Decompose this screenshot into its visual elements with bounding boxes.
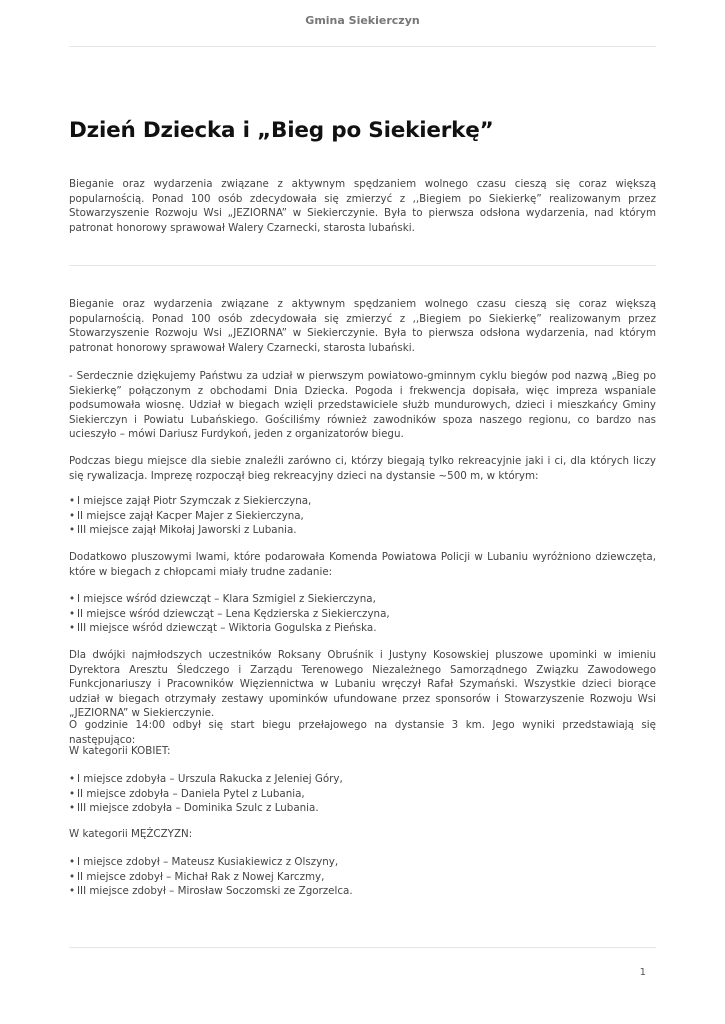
article-lead: Bieganie oraz wydarzenia związane z aktywnym spędzaniem wolnego czasu cieszą się coraz większą popularnością. Ponad 100 osób zdecydowała się zmierzyć z ,,Biegiem po Siekierkę” realizowanym przez Stowarzyszenie Rozwoju Wsi „JEZIORNA” w Siekierczynie. Była to pierwsza odsłona wydarzenia, nad którym patronat honorowy sprawował Walery Czarnecki, starosta lubański. [69, 178, 656, 234]
list-item [69, 884, 656, 899]
header-divider [69, 46, 656, 47]
list-item [69, 787, 656, 802]
list-item [69, 592, 656, 607]
body-quote: - Serdecznie dziękujemy Państwu za udział w pierwszym powiatowo-gminnym cyklu biegów pod nazwą „Bieg po Siekierkę” połączonym z obchodami Dnia Dziecka. Pogoda i frekwencja dopisała, więc impreza wspaniale podsumowała wiosnę. Udział w biegach wzięli przedstawiciele służb mundurowych, dzieci i mieszkańcy Gminy Siekierczyn i Powiatu Lubańskiego. Gościliśmy również zawodników spoza naszego regionu, co bardzo nas ucieszyło – mówi Dariusz Furdykoń, jeden z organizatorów biegu. [69, 370, 656, 440]
men-heading: W kategorii MĘŻCZYZN: [69, 828, 193, 840]
list-item-text: III miejsce zdobyła – Dominika Szulc z Lubania. [77, 802, 319, 814]
list-item-text: III miejsce zdobył – Mirosław Soczomski ze Zgorzelca. [77, 885, 353, 897]
men-results-list [69, 855, 656, 899]
list-item [69, 855, 656, 870]
list-item [69, 621, 656, 636]
list-item-text: I miejsce zajął Piotr Szymczak z Siekierczyna, [77, 495, 312, 507]
bullet-icon: • [69, 524, 76, 536]
list-item-text: I miejsce wśród dziewcząt – Klara Szmigiel z Siekierczyna, [77, 593, 376, 605]
kids-intro: Podczas biegu miejsce dla siebie znaleźli zarówno ci, którzy biegają tylko rekreacyjnie jaki i ci, dla których liczy się rywalizacja. Imprezę rozpoczął bieg rekreacyjny dzieci na dystansie ~500 m, w którym: [69, 455, 656, 482]
list-item-text: II miejsce zajął Kacper Majer z Siekierczyna, [77, 509, 304, 522]
list-item-text: III miejsce wśród dziewcząt – Wiktoria Gogulska z Pieńska. [77, 622, 377, 634]
list-item-text: II miejsce zdobył – Michał Rak z Nowej Karczmy, [77, 870, 325, 883]
bullet-icon: • [69, 856, 76, 868]
list-item-text: II miejsce wśród dziewcząt – Lena Kędzierska z Siekierczyna, [77, 607, 390, 620]
lead-divider [69, 265, 656, 266]
women-results-list [69, 772, 656, 816]
list-item [69, 772, 656, 787]
bullet-icon: • [69, 495, 76, 507]
page-number: 1 [639, 967, 646, 978]
list-item-text: I miejsce zdobył – Mateusz Kusiakiewicz z Olszyny, [77, 856, 339, 868]
page-title: Dzień Dziecka i „Bieg po Siekierkę” [69, 118, 494, 143]
bullet-icon: • [69, 607, 76, 620]
girls-results-list [69, 592, 656, 636]
list-item [69, 509, 656, 524]
bullet-icon: • [69, 802, 76, 814]
girls-intro: Dodatkowo pluszowymi lwami, które podarowała Komenda Powiatowa Policji w Lubaniu wyróżniono dziewczęta, które w biegach z chłopcami miały trudne zadanie: [69, 551, 656, 578]
bullet-icon: • [69, 870, 76, 883]
youngest-paragraph: Dla dwójki najmłodszych uczestników Roksany Obruśnik i Justyny Kosowskiej pluszowe upominki w imieniu Dyrektora Aresztu Śledczego i Zarządu Terenowego Niezależnego Samorządnego Związku Zawodowego Funkcjonariuszy i Pracowników Więziennictwa w Lubaniu wręczył Rafał Szymański. Wszystkie dzieci biorące udział w biegach otrzymały zestawy upominków ufundowane przez sponsorów i Stowarzyszenie Rozwoju Wsi „JEZIORNA” w Siekierczynie. [69, 649, 656, 719]
list-item [69, 607, 656, 622]
bullet-icon: • [69, 593, 76, 605]
list-item [69, 870, 656, 885]
bullet-icon: • [69, 885, 76, 897]
list-item-text: I miejsce zdobyła – Urszula Rakucka z Jeleniej Góry, [77, 773, 343, 785]
bullet-icon: • [69, 622, 76, 634]
site-header: Gmina Siekierczyn [305, 14, 420, 27]
list-item-text: III miejsce zajął Mikołaj Jaworski z Lubania. [77, 524, 297, 536]
footer-divider [69, 947, 656, 948]
list-item [69, 523, 656, 538]
list-item [69, 494, 656, 509]
bullet-icon: • [69, 787, 76, 800]
bullet-icon: • [69, 509, 76, 522]
list-item-text: II miejsce zdobyła – Daniela Pytel z Lubania, [77, 787, 305, 800]
women-heading: W kategorii KOBIET: [69, 745, 171, 757]
main-run-paragraph: O godzinie 14:00 odbył się start biegu przełajowego na dystansie 3 km. Jego wyniki przedstawiają się następująco: [69, 719, 656, 746]
kids-results-list [69, 494, 656, 538]
list-item [69, 801, 656, 816]
body-intro: Bieganie oraz wydarzenia związane z aktywnym spędzaniem wolnego czasu cieszą się coraz większą popularnością. Ponad 100 osób zdecydowała się zmierzyć z ,,Biegiem po Siekierkę” realizowanym przez Stowarzyszenie Rozwoju Wsi „JEZIORNA” w Siekierczynie. Była to pierwsza odsłona wydarzenia, nad którym patronat honorowy sprawował Walery Czarnecki, starosta lubański. [69, 298, 656, 354]
bullet-icon: • [69, 773, 76, 785]
